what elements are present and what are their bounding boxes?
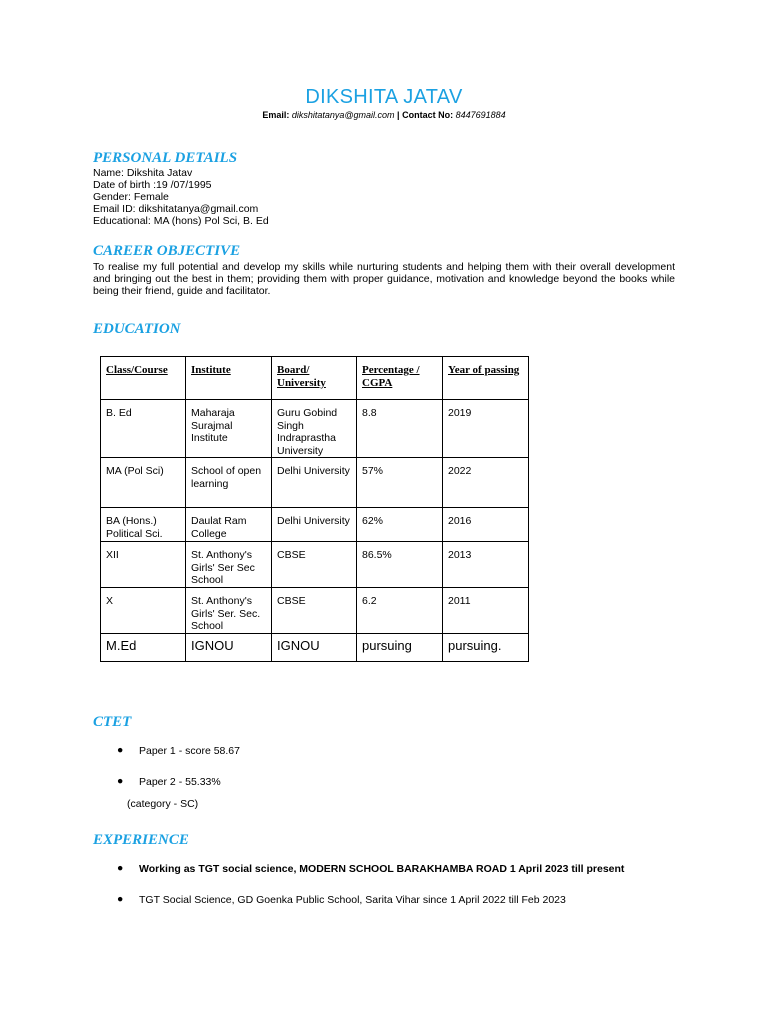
cell-course: M.Ed	[101, 634, 186, 662]
cell-year: 2011	[443, 588, 529, 634]
cell-year: 2016	[443, 508, 529, 542]
cell-percentage: 57%	[357, 458, 443, 508]
personal-name: Name: Dikshita Jatav	[93, 167, 193, 179]
bullet-icon: ●	[117, 862, 124, 874]
table-row	[101, 458, 529, 508]
contact-line: Email: dikshitatanya@gmail.com | Contact No: 8447691884	[262, 110, 506, 120]
contact-label: Contact No	[402, 110, 451, 120]
cell-institute: IGNOU	[186, 634, 272, 662]
cell-percentage: 62%	[357, 508, 443, 542]
personal-education: Educational: MA (hons) Pol Sci, B. Ed	[93, 215, 269, 227]
ctet-heading: CTET	[93, 714, 132, 730]
col-class-course: Class/Course	[101, 357, 186, 400]
cell-course: XII	[101, 542, 186, 588]
cell-board: CBSE	[272, 588, 357, 634]
ctet-category-note: (category - SC)	[127, 798, 199, 810]
cell-percentage: 8.8	[357, 400, 443, 458]
bullet-icon: ●	[117, 744, 124, 756]
col-institute: Institute	[186, 357, 272, 400]
personal-gender: Gender: Female	[93, 191, 169, 203]
table-row	[101, 542, 529, 588]
cell-institute: St. Anthony's Girls' Ser Sec School	[186, 542, 272, 588]
career-objective-heading: CAREER OBJECTIVE	[93, 243, 241, 259]
table-row	[101, 400, 529, 458]
email-value[interactable]: dikshitatanya@gmail.com	[291, 110, 395, 120]
cell-institute: Maharaja Surajmal Institute	[186, 400, 272, 458]
cell-year: pursuing.	[443, 634, 529, 662]
col-board-university: Board/ University	[272, 357, 357, 400]
experience-item: TGT Social Science, GD Goenka Public School, Sarita Vihar since 1 April 2022 till Feb 2023	[139, 894, 566, 906]
education-table	[100, 356, 529, 662]
personal-email: Email ID: dikshitatanya@gmail.com	[93, 203, 259, 215]
cell-percentage: 6.2	[357, 588, 443, 634]
cell-course: X	[101, 588, 186, 634]
experience-heading: EXPERIENCE	[93, 832, 189, 848]
cell-year: 2022	[443, 458, 529, 508]
cell-course: B. Ed	[101, 400, 186, 458]
candidate-name: DIKSHITA JATAV	[305, 86, 463, 108]
cell-course: MA (Pol Sci)	[101, 458, 186, 508]
table-row	[101, 634, 529, 662]
cell-board: Delhi University	[272, 458, 357, 508]
contact-separator: |	[394, 110, 403, 120]
education-header-row	[101, 357, 529, 400]
ctet-paper-1: Paper 1 - score 58.67	[139, 745, 240, 757]
table-row	[101, 508, 529, 542]
contact-value: 8447691884	[455, 110, 506, 120]
bullet-icon: ●	[117, 893, 124, 905]
cell-board: IGNOU	[272, 634, 357, 662]
cell-year: 2019	[443, 400, 529, 458]
bullet-icon: ●	[117, 775, 124, 787]
ctet-paper-2: Paper 2 - 55.33%	[139, 776, 221, 788]
col-year-of-passing: Year of passing	[443, 357, 529, 400]
cell-year: 2013	[443, 542, 529, 588]
cell-course: BA (Hons.) Political Sci.	[101, 508, 186, 542]
col-percentage-cgpa: Percentage / CGPA	[357, 357, 443, 400]
cell-percentage: 86.5%	[357, 542, 443, 588]
cell-institute: Daulat Ram College	[186, 508, 272, 542]
cell-board: CBSE	[272, 542, 357, 588]
cell-board: Guru Gobind Singh Indraprastha University	[272, 400, 357, 458]
table-row	[101, 588, 529, 634]
personal-dob: Date of birth :19 /07/1995	[93, 179, 212, 191]
cell-institute: School of open learning	[186, 458, 272, 508]
cell-board: Delhi University	[272, 508, 357, 542]
career-objective-text: To realise my full potential and develop my skills while nurturing students and helping them with their overall development and bringing out the best in them; providing them with proper guidance, motivation and knowledge beyond the books while being their friend, guide and facilitator.	[93, 261, 675, 297]
education-heading: EDUCATION	[93, 321, 181, 337]
experience-item: Working as TGT social science, MODERN SCHOOL BARAKHAMBA ROAD 1 April 2023 till present	[139, 863, 625, 875]
cell-percentage: pursuing	[357, 634, 443, 662]
personal-details-heading: PERSONAL DETAILS	[93, 150, 238, 166]
email-label: Email	[262, 110, 287, 120]
cell-institute: St. Anthony's Girls' Ser. Sec. School	[186, 588, 272, 634]
